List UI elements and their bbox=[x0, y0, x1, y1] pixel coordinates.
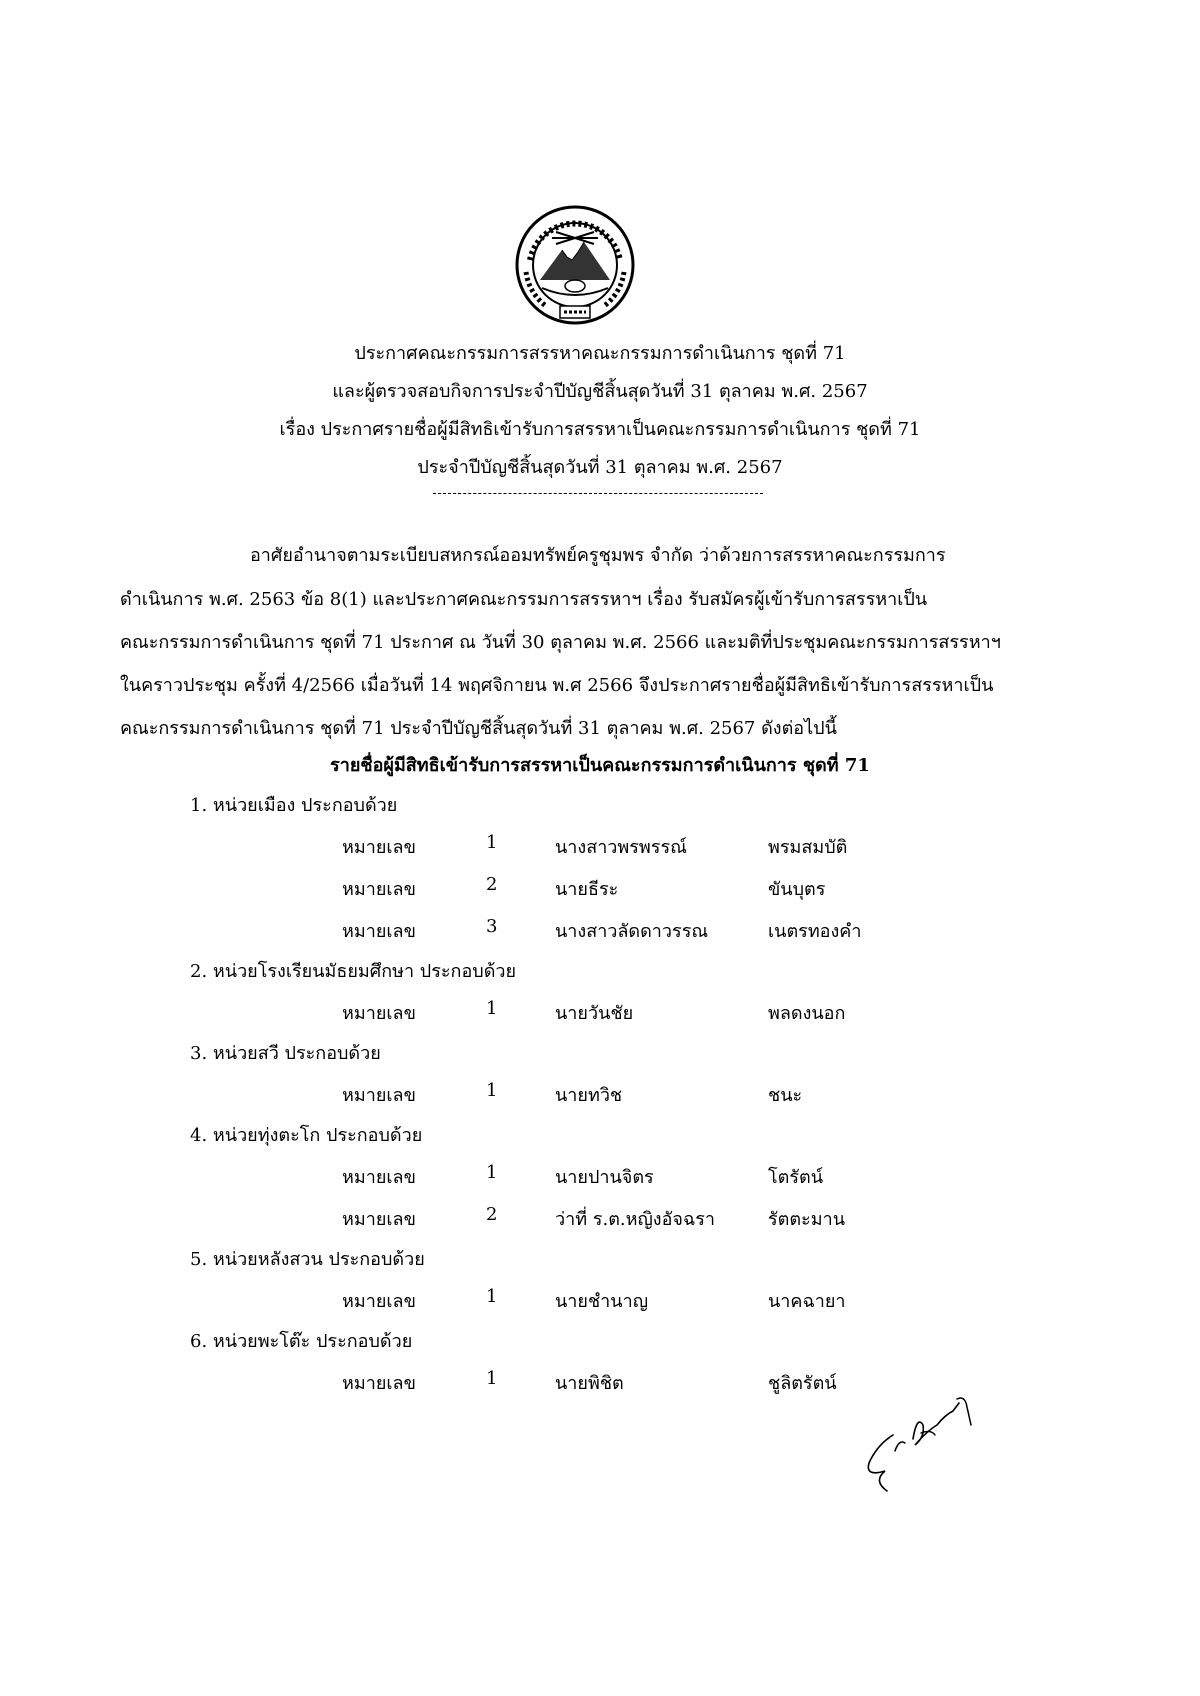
candidate-first-name: นางสาวลัดดาวรรณ bbox=[555, 921, 709, 942]
unit-heading: 1. หน่วยเมือง ประกอบด้วย bbox=[190, 795, 398, 816]
candidate-row bbox=[0, 1368, 1200, 1396]
candidate-number: 1 bbox=[486, 1080, 498, 1101]
candidate-number: 1 bbox=[486, 832, 498, 853]
candidate-first-name: นายทวิช bbox=[555, 1085, 623, 1106]
candidate-number: 1 bbox=[486, 998, 498, 1019]
candidate-last-name: ชนะ bbox=[768, 1085, 803, 1106]
number-label: หมายเลข bbox=[342, 1291, 416, 1312]
candidate-first-name: นายปานจิตร bbox=[555, 1167, 654, 1188]
candidate-row bbox=[0, 874, 1200, 902]
candidate-last-name: ชูลิตรัตน์ bbox=[768, 1373, 837, 1394]
unit-heading: 3. หน่วยสวี ประกอบด้วย bbox=[190, 1043, 381, 1064]
cooperative-seal-icon bbox=[512, 202, 638, 328]
candidate-row bbox=[0, 1162, 1200, 1190]
body-paragraph-line: ดำเนินการ พ.ศ. 2563 ข้อ 8(1) และประกาศคณะกรรมการสรรหาฯ เรื่อง รับสมัครผู้เข้ารับการสรรหาเป็น bbox=[120, 589, 928, 610]
announcement-subject: เรื่อง ประกาศรายชื่อผู้มีสิทธิเข้ารับการสรรหาเป็นคณะกรรมการดำเนินการ ชุดที่ 71 bbox=[279, 419, 921, 440]
candidate-row bbox=[0, 916, 1200, 944]
unit-heading: 6. หน่วยพะโต๊ะ ประกอบด้วย bbox=[190, 1331, 413, 1352]
announcement-title-line-1: ประกาศคณะกรรมการสรรหาคณะกรรมการดำเนินการ ชุดที่ 71 bbox=[354, 343, 846, 364]
body-paragraph-line: คณะกรรมการดำเนินการ ชุดที่ 71 ประกาศ ณ วันที่ 30 ตุลาคม พ.ศ. 2566 และมติที่ประชุมคณะกรรมการสรรหาฯ bbox=[120, 632, 1001, 653]
candidate-last-name: เนตรทองคำ bbox=[768, 921, 862, 942]
announcement-title-line-2: และผู้ตรวจสอบกิจการประจำปีบัญชีสิ้นสุดวันที่ 31 ตุลาคม พ.ศ. 2567 bbox=[332, 381, 868, 402]
number-label: หมายเลข bbox=[342, 1209, 416, 1230]
body-paragraph-line: คณะกรรมการดำเนินการ ชุดที่ 71 ประจำปีบัญชีสิ้นสุดวันที่ 31 ตุลาคม พ.ศ. 2567 ดังต่อไปนี้ bbox=[120, 718, 837, 739]
candidate-row bbox=[0, 1080, 1200, 1108]
candidate-list-title: รายชื่อผู้มีสิทธิเข้ารับการสรรหาเป็นคณะกรรมการดำเนินการ ชุดที่ 71 bbox=[330, 755, 870, 776]
candidate-first-name: นายวันชัย bbox=[555, 1003, 634, 1024]
number-label: หมายเลข bbox=[342, 837, 416, 858]
unit-heading: 4. หน่วยทุ่งตะโก ประกอบด้วย bbox=[190, 1125, 423, 1146]
unit-heading: 5. หน่วยหลังสวน ประกอบด้วย bbox=[190, 1249, 425, 1270]
number-label: หมายเลข bbox=[342, 1003, 416, 1024]
candidate-row bbox=[0, 998, 1200, 1026]
candidate-row bbox=[0, 1286, 1200, 1314]
candidate-last-name: โตรัตน์ bbox=[768, 1167, 824, 1188]
candidate-last-name: รัตตะมาน bbox=[768, 1209, 845, 1230]
unit-heading: 2. หน่วยโรงเรียนมัธยมศึกษา ประกอบด้วย bbox=[190, 961, 517, 982]
candidate-row bbox=[0, 1204, 1200, 1232]
candidate-number: 2 bbox=[486, 1204, 498, 1225]
candidate-first-name: นายชำนาญ bbox=[555, 1291, 649, 1312]
candidate-last-name: ขันบุตร bbox=[768, 879, 826, 900]
handwritten-signature-icon bbox=[855, 1385, 985, 1495]
candidate-first-name: นางสาวพรพรรณ์ bbox=[555, 837, 687, 858]
candidate-first-name: นายพิชิต bbox=[555, 1373, 624, 1394]
announcement-fiscal-year: ประจำปีบัญชีสิ้นสุดวันที่ 31 ตุลาคม พ.ศ. 2567 bbox=[417, 457, 783, 478]
candidate-first-name: นายธีระ bbox=[555, 879, 619, 900]
candidate-row bbox=[0, 832, 1200, 860]
body-paragraph-line: ในคราวประชุม ครั้งที่ 4/2566 เมื่อวันที่ 14 พฤศจิกายน พ.ศ 2566 จึงประกาศรายชื่อผู้มีสิทธิเข้ารับการสรรหาเป็น bbox=[120, 675, 994, 696]
dashed-divider bbox=[433, 493, 763, 494]
candidate-number: 2 bbox=[486, 874, 498, 895]
candidate-number: 1 bbox=[486, 1368, 498, 1389]
number-label: หมายเลข bbox=[342, 1373, 416, 1394]
candidate-last-name: นาคฉายา bbox=[768, 1291, 846, 1312]
candidate-number: 3 bbox=[486, 916, 498, 937]
number-label: หมายเลข bbox=[342, 921, 416, 942]
body-paragraph-line: อาศัยอำนาจตามระเบียบสหกรณ์ออมทรัพย์ครูชุมพร จำกัด ว่าด้วยการสรรหาคณะกรรมการ bbox=[250, 545, 946, 566]
candidate-first-name: ว่าที่ ร.ต.หญิงอัจฉรา bbox=[555, 1209, 715, 1230]
candidate-last-name: พรมสมบัติ bbox=[768, 837, 848, 858]
number-label: หมายเลข bbox=[342, 879, 416, 900]
candidate-last-name: พลดงนอก bbox=[768, 1003, 846, 1024]
candidate-number: 1 bbox=[486, 1286, 498, 1307]
number-label: หมายเลข bbox=[342, 1167, 416, 1188]
number-label: หมายเลข bbox=[342, 1085, 416, 1106]
candidate-number: 1 bbox=[486, 1162, 498, 1183]
